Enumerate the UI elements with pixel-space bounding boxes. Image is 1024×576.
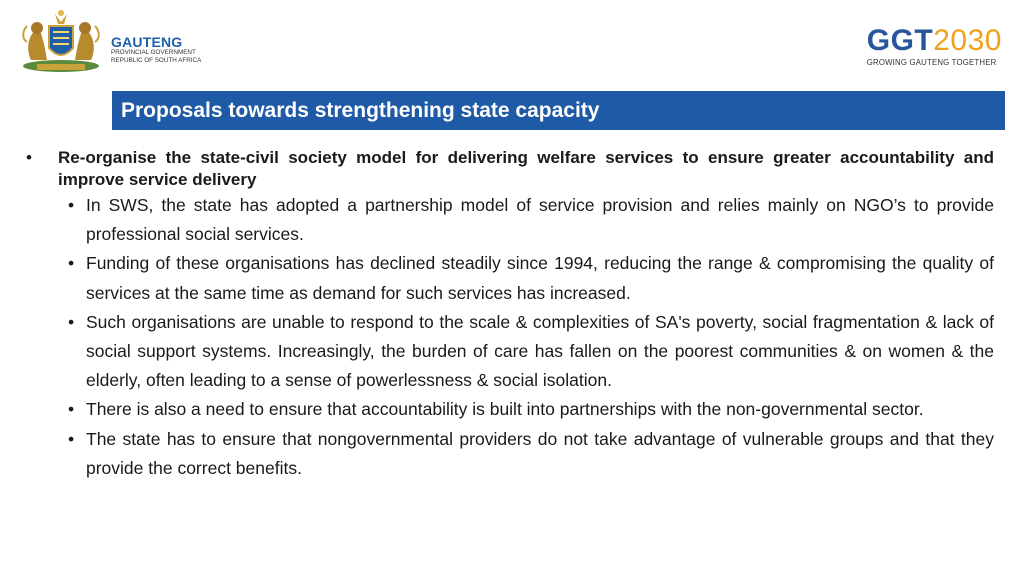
- slide-title: Proposals towards strengthening state capacity: [112, 91, 1005, 130]
- ggt-tagline: GROWING GAUTENG TOGETHER: [866, 58, 997, 67]
- gauteng-title: GAUTENG: [111, 34, 183, 50]
- ggt2030-wordmark: [867, 26, 1002, 56]
- lead-bullet: [24, 147, 994, 191]
- sub-bullet-text: The state has to ensure that nongovernmental providers do not take advantage of vulnerable groups and that they provide the correct benefits.: [86, 428, 994, 478]
- sub-bullet-text: Funding of these organisations has declined steadily since 1994, reducing the range & compromising the quality of services at the same time as demand for such services has increased.: [86, 253, 994, 303]
- sub-bullet-text: Such organisations are unable to respond to the scale & complexities of SA's poverty, social fragmentation & lack of social support systems. Increasingly, the burden of care has fallen on the poorest communities & on women & the elderly, often leading to a sense of powerlessness & social isolation.: [86, 311, 994, 391]
- ggt-wordmark-main: GGT: [866, 24, 934, 57]
- sub-bullet-icon: •: [68, 311, 75, 332]
- sub-bullet-item: [24, 249, 994, 307]
- sub-bullet-text: There is also a need to ensure that accountability is built into partnerships with the non-governmental sector.: [86, 399, 924, 420]
- gauteng-subtitle-line1: PROVINCIAL GOVERNMENT: [111, 49, 196, 56]
- ggt2030-logo: [867, 26, 1002, 67]
- gauteng-government-logo: [17, 8, 207, 74]
- sub-bullet-list: [24, 191, 994, 483]
- sub-bullet-icon: •: [68, 195, 75, 215]
- sub-bullet-icon: •: [68, 399, 75, 420]
- sub-bullet-item: [24, 191, 994, 249]
- sub-bullet-icon: •: [68, 428, 75, 449]
- coat-of-arms-icon: [17, 8, 105, 74]
- sub-bullet-item: [24, 425, 994, 483]
- sub-bullet-item: [24, 308, 994, 396]
- ggt-wordmark-year: 2030: [933, 24, 1002, 57]
- lead-bullet-text: Re-organise the state-civil society model for delivering welfare services to ensure greater accountability and improve service delivery: [58, 148, 994, 189]
- sub-bullet-text: In SWS, the state has adopted a partnership model of service provision and relies mainly on NGO’s to provide professional social services.: [86, 195, 994, 245]
- gauteng-logo-text: [111, 35, 201, 64]
- sub-bullet-icon: •: [68, 253, 75, 274]
- slide-body: [24, 147, 994, 483]
- bullet-icon: •: [26, 148, 32, 167]
- sub-bullet-item: [24, 395, 994, 424]
- gauteng-subtitle-line2: REPUBLIC OF SOUTH AFRICA: [111, 56, 202, 64]
